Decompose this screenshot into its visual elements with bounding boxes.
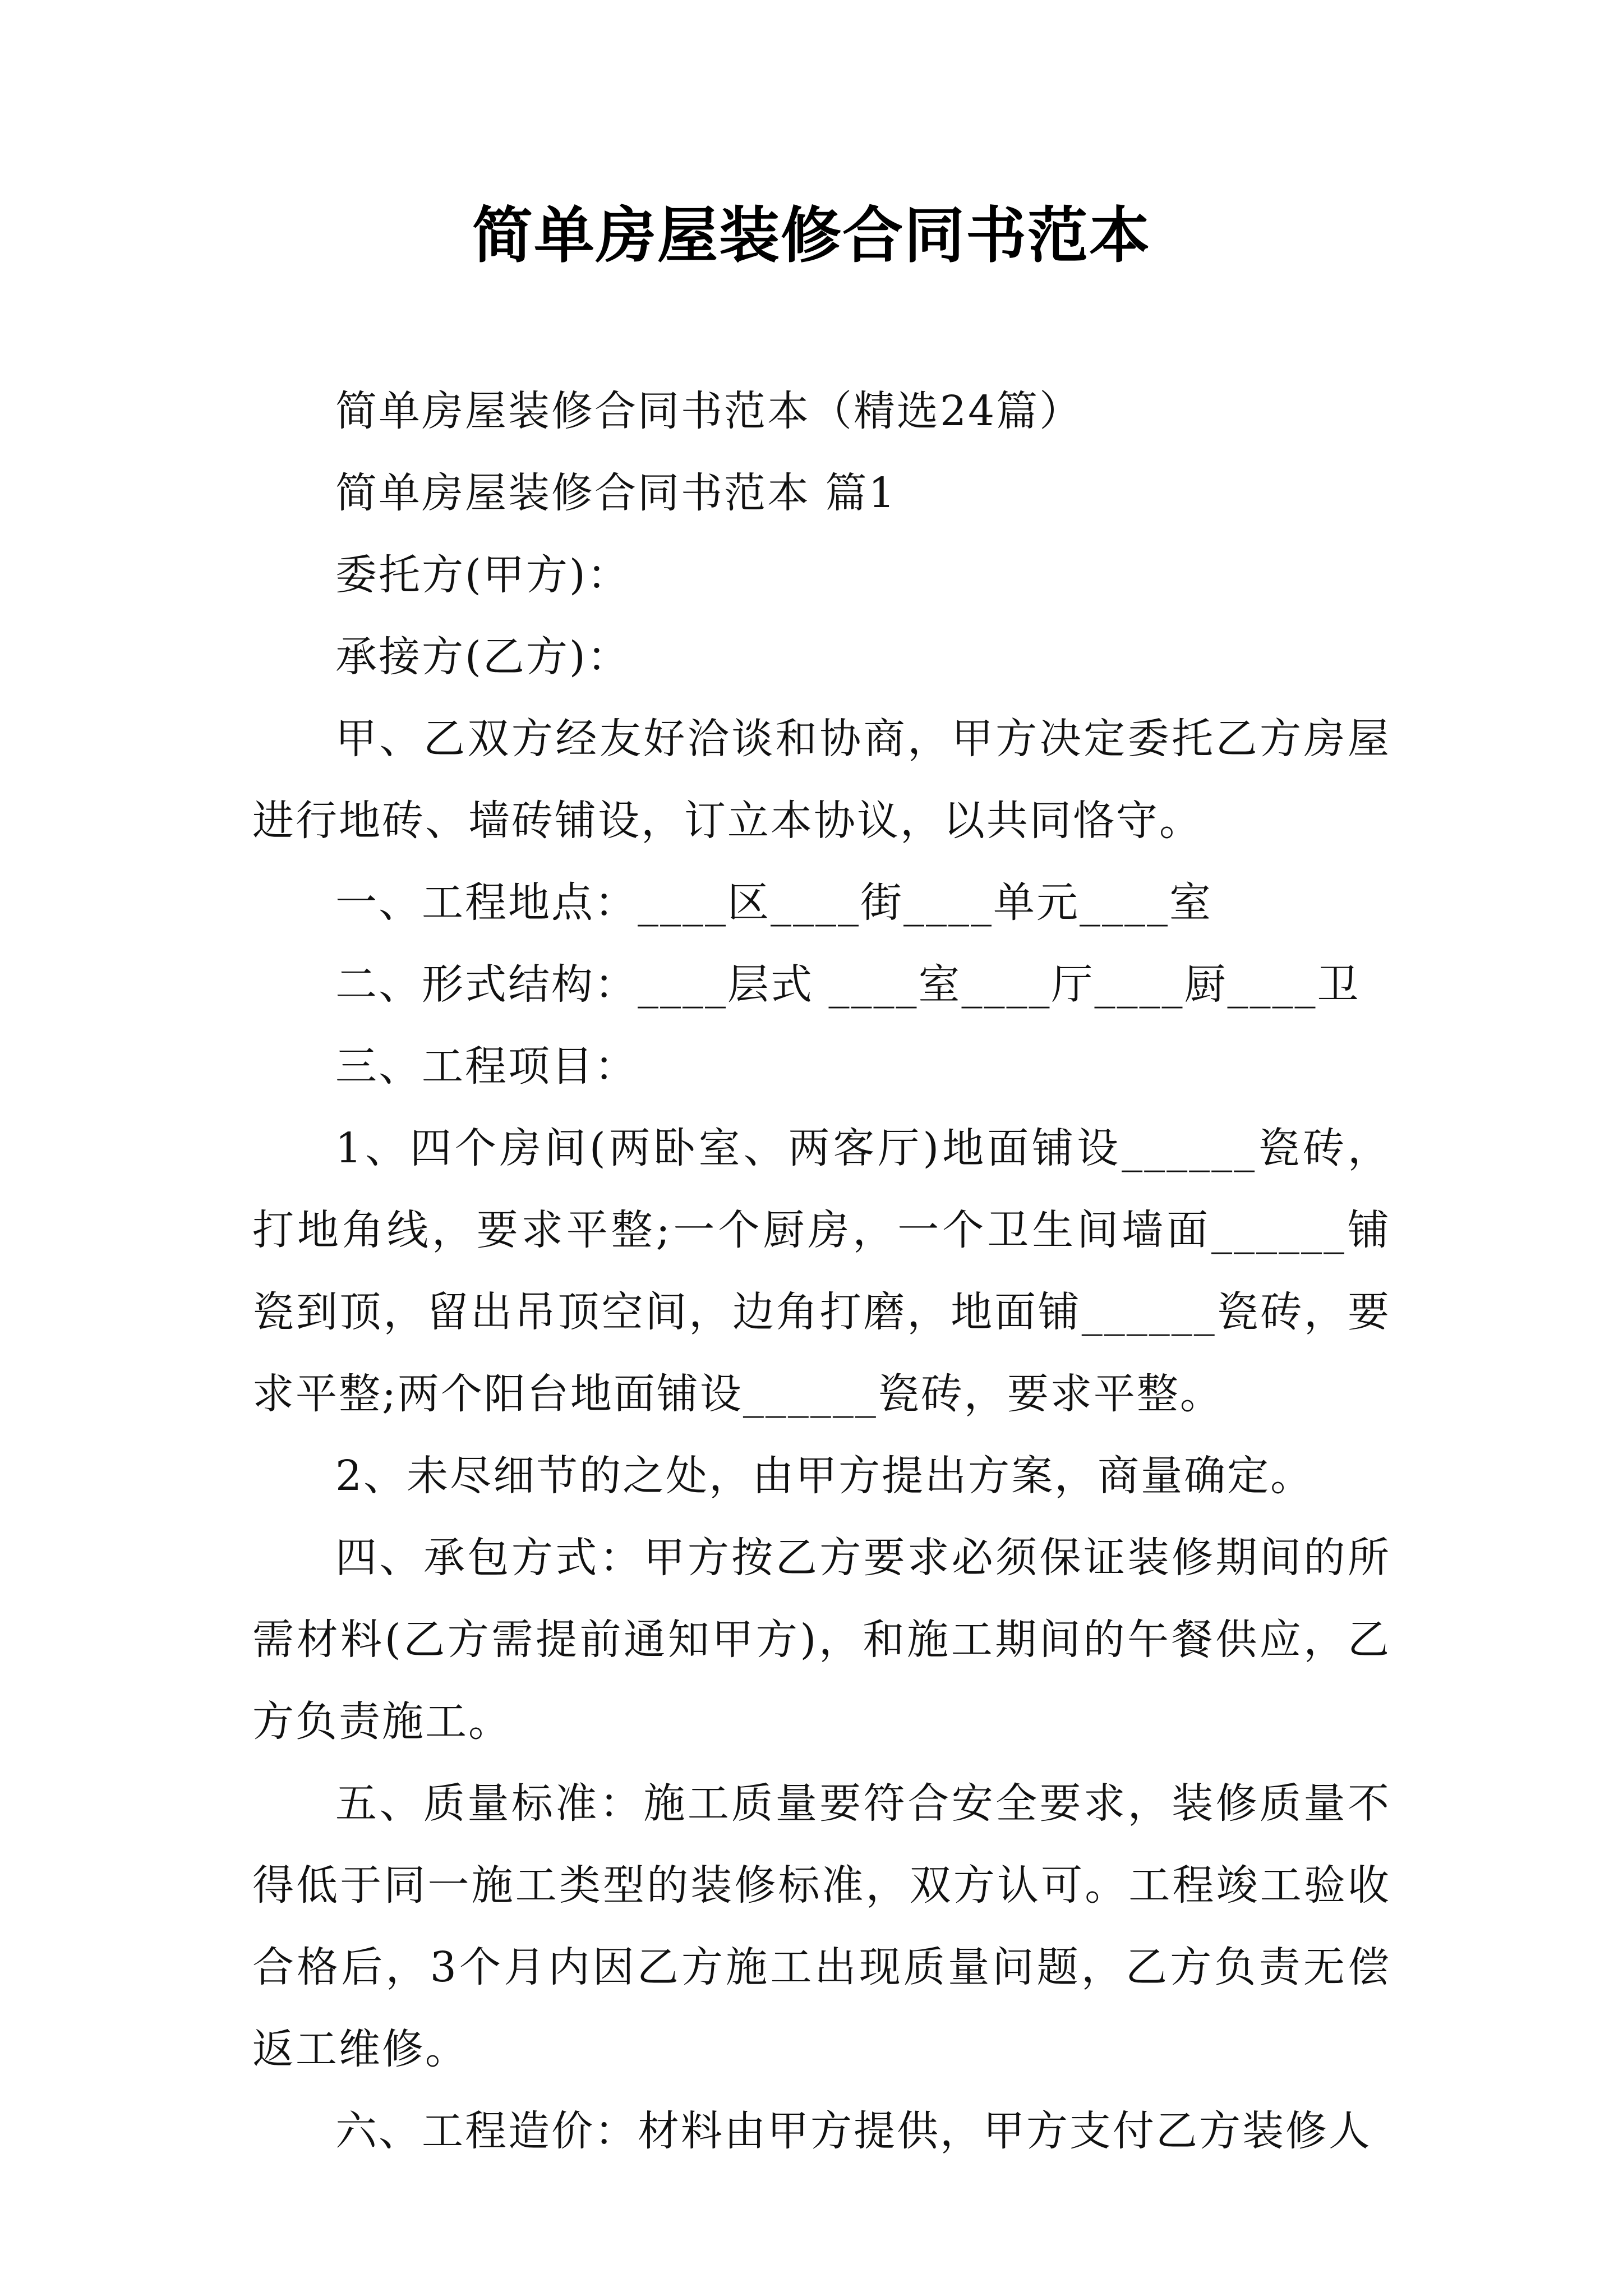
paragraph-party-a: 委托方(甲方)： — [335, 551, 630, 599]
paragraph-project-cost: 六、工程造价：材料由甲方提供，甲方支付乙方装修人 — [335, 2107, 1372, 2155]
paragraph-section-heading: 简单房屋装修合同书范本 篇1 — [335, 469, 897, 517]
paragraph-item-1: 1、四个房间(两卧室、两客厅)地面铺设______瓷砖，打地角线，要求平整;一个厨房，一个卫生间墙面______铺瓷到顶，留出吊顶空间，边角打磨，地面铺______瓷砖，要求平整;两个阳台地面铺设______瓷砖，要求平整。 — [252, 1124, 1391, 1418]
paragraph-project-location: 一、工程地点：____区____街____单元____室 — [335, 878, 1212, 927]
paragraph-preamble: 甲、乙双方经友好洽谈和协商，甲方决定委托乙方房屋进行地砖、墙砖铺设，订立本协议，以共同恪守。 — [252, 715, 1391, 845]
paragraph-contract-method: 四、承包方式：甲方按乙方要求必须保证装修期间的所需材料(乙方需提前通知甲方)，和施工期间的午餐供应，乙方负责施工。 — [252, 1534, 1391, 1746]
paragraph-quality-standard: 五、质量标准：施工质量要符合安全要求，装修质量不得低于同一施工类型的装修标准，双方认可。工程竣工验收合格后，3个月内因乙方施工出现质量问题，乙方负责无偿返工维修。 — [252, 1779, 1391, 2073]
paragraph-party-b: 承接方(乙方)： — [335, 633, 630, 681]
paragraph-item-2: 2、未尽细节的之处，由甲方提出方案，商量确定。 — [335, 1452, 1314, 1500]
paragraph-project-items: 三、工程项目： — [335, 1042, 638, 1091]
paragraph-structure: 二、形式结构：____层式 ____室____厅____厨____卫 — [335, 960, 1361, 1009]
document-body — [252, 370, 1391, 2172]
document-title: 简单房屋装修合同书范本 — [472, 200, 1151, 271]
paragraph-subtitle: 简单房屋装修合同书范本（精选24篇） — [335, 387, 1083, 435]
